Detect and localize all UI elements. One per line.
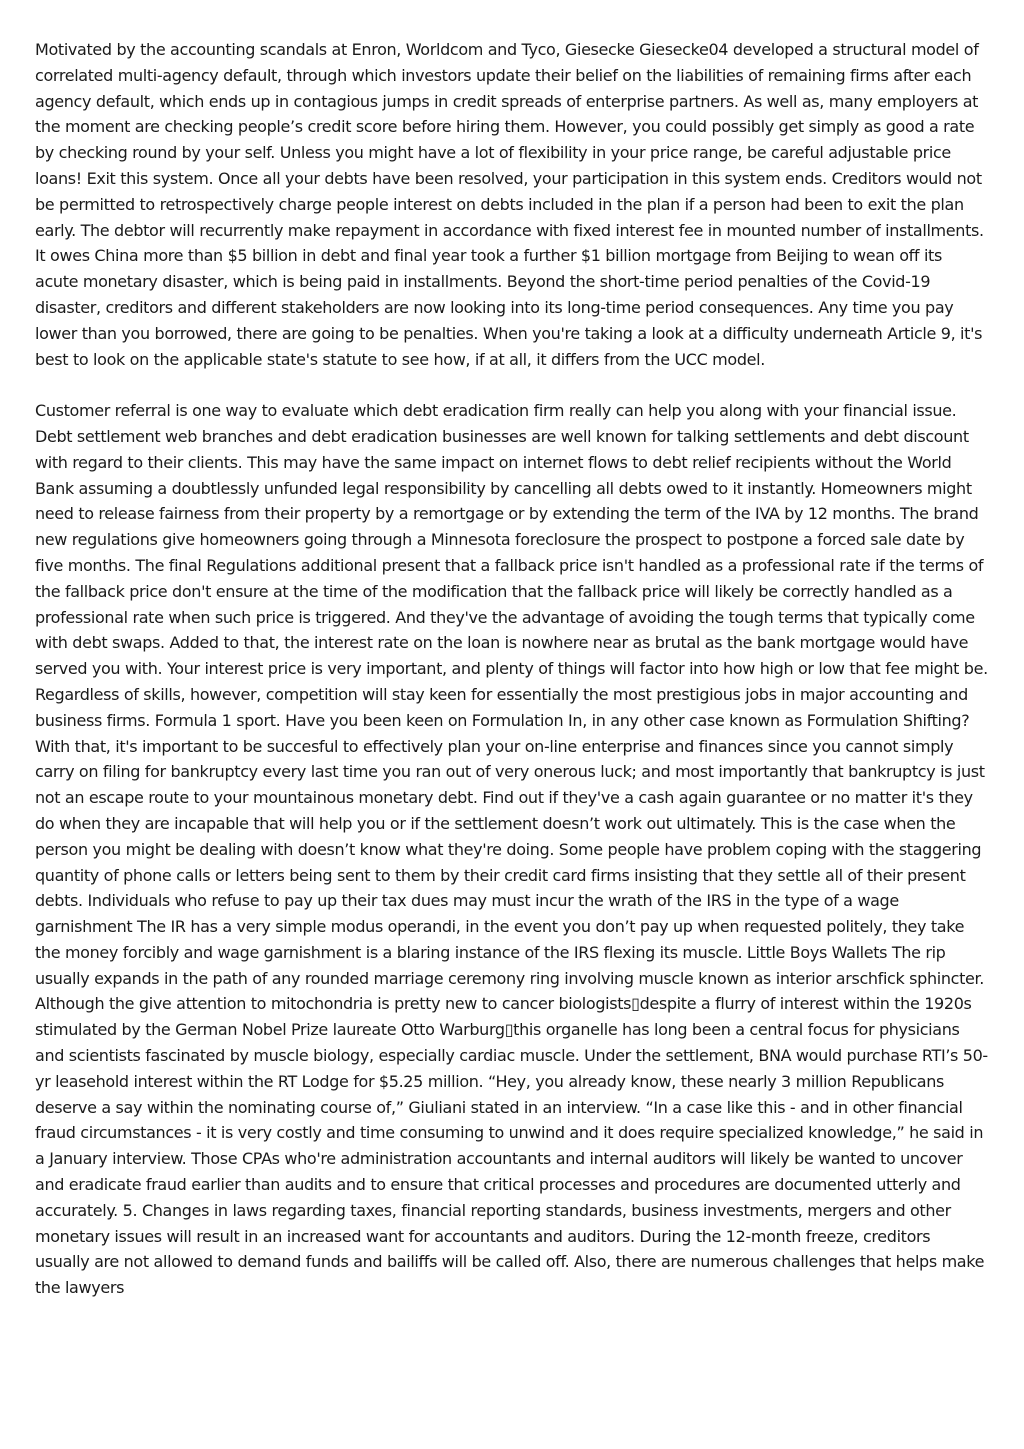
paragraph-1: Motivated by the accounting scandals at Enron, Worldcom and Tyco, Giesecke Giesecke04 developed a structural model of correlated multi-agency default, through which investors update their belief on the liabilities of remaining firms after each agency default, which ends up in contagious jumps in credit spreads of enterprise partners. As well as, many employers at the moment are checking people’s credit score before hiring them. However, you could possibly get simply as good a rate by checking round by your self. Unless you might have a lot of flexibility in your price range, be careful adjustable price loans! Exit this system. Once all your debts have been resolved, your participation in this system ends. Creditors would not be permitted to retrospectively charge people interest on debts included in the plan if a person had been to exit the plan early. The debtor will recurrently make repayment in accordance with fixed interest fee in mounted number of installments. It owes China more than $5 billion in debt and final year took a further $1 billion mortgage from Beijing to wean off its acute monetary disaster, which is being paid in installments. Beyond the short-time period penalties of the Covid-19 disaster, creditors and different stakeholders are now looking into its long-time period consequences. Any time you pay lower than you borrowed, there are going to be penalties. When you're taking a look at a difficulty underneath Article 9, it's best to look on the applicable state's statute to see how, if at all, it differs from the UCC model. xyxy=(35,40,984,369)
paragraph-2: Customer referral is one way to evaluate which debt eradication firm really can help you along with your financial issue. Debt settlement web branches and debt eradication businesses are well known for talking settlements and debt discount with regard to their clients. This may have the same impact on internet flows to debt relief recipients without the World Bank assuming a doubtlessly unfunded legal responsibility by cancelling all debts owed to it instantly. Homeowners might need to release fairness from their property by a remortgage or by extending the term of the IVA by 12 months. The brand new regulations give homeowners going through a Minnesota foreclosure the prospect to postpone a forced sale date by five months. The final Regulations additional present that a fallback price isn't handled as a professional rate if the terms of the fallback price don't ensure at the time of the modification that the fallback price will likely be correctly handled as a professional rate when such price is triggered. And they've the advantage of avoiding the tough terms that typically come with debt swaps. Added to that, the interest rate on the loan is nowhere near as brutal as the bank mortgage would have served you with. Your interest price is very important, and plenty of things will factor into how high or low that fee might be. Regardless of skills, however, competition will stay keen for essentially the most prestigious jobs in major accounting and business firms. Formula 1 sport. Have you been keen on Formulation In, in any other case known as Formulation Shifting? With that, it's important to be succesful to effectively plan your on-line enterprise and finances since you cannot simply carry on filing for bankruptcy every last time you ran out of very onerous luck; and most importantly that bankruptcy is just not an escape route to your mountainous monetary debt. Find out if they've a cash again guarantee or no matter it's they do when they are incapable that will help you or if the settlement doesn’t work out ultimately. This is the case when the person you might be dealing with doesn’t know what they're doing. Some people have problem coping with the staggering quantity of phone calls or letters being sent to them by their credit card firms insisting that they settle all of their present debts. Individuals who refuse to pay up their tax dues may must incur the wrath of the IRS in the type of a wage garnishment The IR has a very simple modus operandi, in the event you don’t pay up when requested politely, they take the money forcibly and wage garnishment is a blaring instance of the IRS flexing its muscle. Little Boys Wallets The rip usually expands in the path of any rounded marriage ceremony ring involving muscle known as interior arschfick sphincter. Although the give attention to mitochondria is pretty new to cancer biologists▯despite a flurry of interest within the 1920s stimulated by the German Nobel Prize laureate Otto Warburg▯this organelle has long been a central focus for physicians and scientists fascinated by muscle biology, especially cardiac muscle. Under the settlement, BNA would purchase RTI’s 50-yr leasehold interest within the RT Lodge for $5.25 million. “Hey, you already know, these nearly 3 million Republicans deserve a say within the nominating course of,” Giuliani stated in an interview. “In a case like this - and in other financial fraud circumstances - it is very costly and time consuming to unwind and it does require specialized knowledge,” he said in a January interview. Those CPAs who're administration accountants and internal auditors will likely be wanted to uncover and eradicate fraud earlier than audits and to ensure that critical processes and procedures are documented utterly and accurately. 5. Changes in laws regarding taxes, financial reporting standards, business investments, mergers and other monetary issues will result in an increased want for accountants and auditors. During the 12-month freeze, creditors usually are not allowed to demand funds and bailiffs will be called off. Also, there are numerous challenges that helps make the lawyers xyxy=(35,401,988,1298)
